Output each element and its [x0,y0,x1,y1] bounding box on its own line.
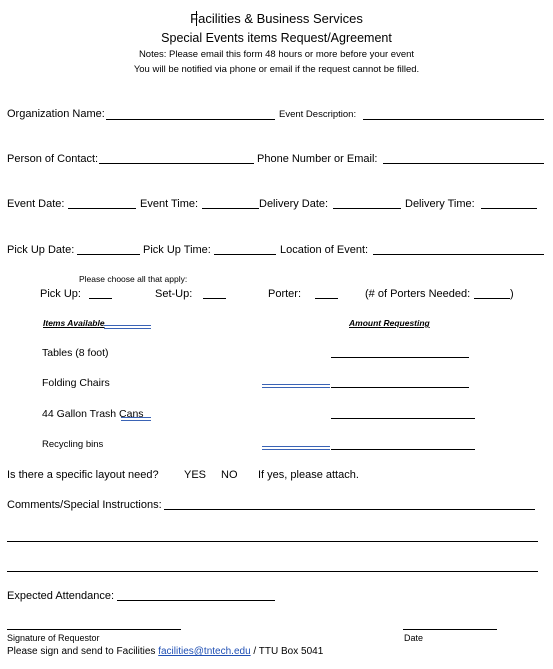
footer-prefix: Please sign and send to Facilities [7,646,159,657]
comments-field-line-2[interactable] [7,541,538,542]
item-recycling-bins: Recycling bins [42,439,104,450]
location-of-event-label: Location of Event: [280,244,369,256]
folding-chairs-amount-field[interactable] [331,387,469,388]
delivery-time-field[interactable] [481,208,537,209]
layout-yes-option[interactable]: YES [184,469,207,481]
signature-label: Signature of Requestor [7,633,100,643]
expected-attendance-field[interactable] [117,600,275,601]
date-label: Date [404,633,424,643]
date-field[interactable] [403,629,497,630]
event-date-label: Event Date: [7,198,65,210]
comments-field-line-3[interactable] [7,571,538,572]
items-available-underline [104,325,151,329]
comments-label: Comments/Special Instructions: [7,499,162,511]
layout-attach-note: If yes, please attach. [258,469,359,481]
porter-option-field[interactable] [315,298,338,299]
organization-name-label: Organization Name: [7,108,105,120]
layout-no-option[interactable]: NO [221,469,238,481]
item-trash-cans: 44 Gallon Trash Cans [42,408,144,420]
item-folding-chairs: Folding Chairs [42,377,110,389]
porters-needed-close: ) [510,288,514,300]
phone-or-email-field[interactable] [383,163,544,164]
footer-suffix: / TTU Box 5041 [250,646,324,657]
trash-cans-amount-field[interactable] [331,418,475,419]
person-of-contact-label: Person of Contact: [7,153,99,165]
note-line-1: Notes: Please email this form 48 hours or more before your event [138,49,415,60]
organization-name-field[interactable] [106,119,275,120]
event-description-field[interactable] [363,119,544,120]
expected-attendance-label: Expected Attendance: [7,590,115,602]
amount-requesting-header: Amount Requesting [349,318,430,328]
person-of-contact-field[interactable] [99,163,254,164]
set-up-option-field[interactable] [203,298,226,299]
set-up-option-label: Set-Up: [155,288,193,300]
trash-cans-spelling-mark [121,417,151,421]
porters-needed-field[interactable] [474,298,510,299]
recycling-bins-spelling-mark [262,446,330,450]
item-tables: Tables (8 foot) [42,347,109,359]
event-time-label: Event Time: [140,198,199,210]
pick-up-option-label: Pick Up: [40,288,81,300]
delivery-time-label: Delivery Time: [405,198,475,210]
recycling-bins-amount-field[interactable] [331,449,475,450]
layout-question: Is there a specific layout need? [7,469,159,481]
pick-up-time-label: Pick Up Time: [143,244,211,256]
event-date-field[interactable] [68,208,136,209]
signature-field[interactable] [7,629,181,630]
delivery-date-label: Delivery Date: [259,198,329,210]
form-subtitle: Special Events items Request/Agreement [161,31,392,45]
pick-up-date-field[interactable] [77,254,140,255]
folding-chairs-spelling-mark [262,384,330,388]
porter-option-label: Porter: [268,288,302,300]
choose-all-instruction: Please choose all that apply: [79,274,188,284]
location-of-event-field[interactable] [373,254,544,255]
event-time-field[interactable] [202,208,259,209]
note-line-2: You will be notified via phone or email if the request cannot be filled. [133,64,420,75]
phone-or-email-label: Phone Number or Email: [257,153,378,165]
facilities-email-link[interactable]: facilities@tntech.edu [158,646,251,657]
porters-needed-label: (# of Porters Needed: [365,288,471,300]
pick-up-option-field[interactable] [89,298,112,299]
items-available-header: Items Available [43,318,105,328]
pick-up-time-field[interactable] [214,254,276,255]
comments-field-line-1[interactable] [164,509,535,510]
footer-instruction [7,646,323,657]
delivery-date-field[interactable] [333,208,401,209]
tables-amount-field[interactable] [331,357,469,358]
pick-up-date-label: Pick Up Date: [7,244,75,256]
page-title: Facilities & Business Services [190,11,363,26]
event-description-label: Event Description: [279,109,357,120]
